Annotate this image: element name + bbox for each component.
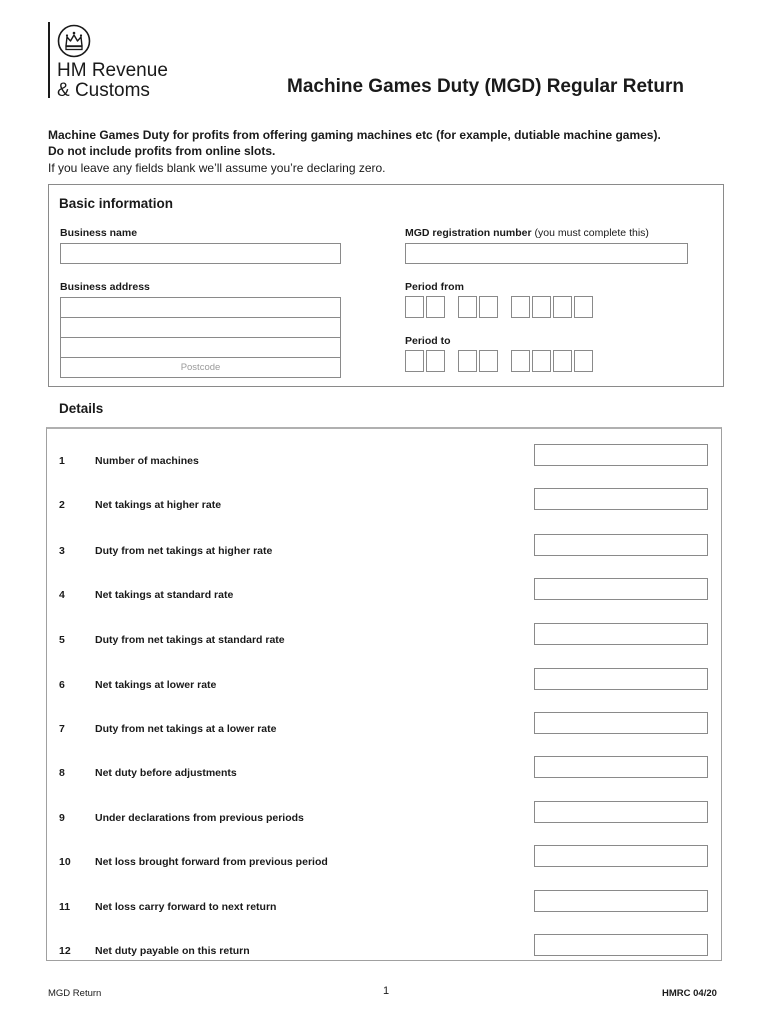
- business-name-field[interactable]: [60, 243, 341, 264]
- period-from-day-2[interactable]: [426, 296, 445, 318]
- mgd-registration-field[interactable]: [405, 243, 688, 264]
- period-from-year-4[interactable]: [574, 296, 593, 318]
- row-number: 9: [59, 812, 65, 824]
- row-number: 4: [59, 589, 65, 601]
- period-from-label: Period from: [405, 281, 464, 293]
- row-label: Duty from net takings at standard rate: [95, 634, 285, 646]
- period-to-year-4[interactable]: [574, 350, 593, 372]
- business-name-label: Business name: [60, 227, 138, 239]
- row-number: 1: [59, 455, 65, 467]
- period-to-year-1[interactable]: [511, 350, 530, 372]
- period-to-label: Period to: [405, 335, 451, 347]
- row-label: Duty from net takings at higher rate: [95, 545, 273, 557]
- row-number: 12: [59, 945, 71, 957]
- row-number: 2: [59, 499, 65, 511]
- under-declarations-field[interactable]: [534, 801, 708, 823]
- net-takings-higher-rate-field[interactable]: [534, 488, 708, 510]
- mgd-registration-hint: (you must complete this): [534, 227, 649, 239]
- logo-rule: [48, 22, 50, 98]
- address-line-1-field[interactable]: [60, 297, 341, 318]
- row-number: 8: [59, 767, 65, 779]
- row-label: Net takings at higher rate: [95, 499, 222, 511]
- net-loss-carry-forward-field[interactable]: [534, 890, 708, 912]
- row-label: Net duty before adjustments: [95, 767, 237, 779]
- row-label: Duty from net takings at a lower rate: [95, 723, 277, 735]
- address-line-3-field[interactable]: [60, 337, 341, 358]
- row-label: Net duty payable on this return: [95, 945, 250, 957]
- row-number: 3: [59, 545, 65, 557]
- net-duty-before-adjustments-field[interactable]: [534, 756, 708, 778]
- row-number: 7: [59, 723, 65, 735]
- net-duty-payable-field[interactable]: [534, 934, 708, 956]
- period-to-year-2[interactable]: [532, 350, 551, 372]
- net-takings-lower-rate-field[interactable]: [534, 668, 708, 690]
- period-from-year-1[interactable]: [511, 296, 530, 318]
- intro-line-1: Machine Games Duty for profits from offering gaming machines etc (for example, dutiable machine games).: [48, 128, 661, 142]
- duty-lower-rate-field[interactable]: [534, 712, 708, 734]
- org-name-line1: HM Revenue: [57, 60, 168, 81]
- postcode-placeholder: Postcode: [180, 362, 221, 373]
- period-to-day-2[interactable]: [426, 350, 445, 372]
- row-label: Net takings at lower rate: [95, 679, 217, 691]
- duty-higher-rate-field[interactable]: [534, 534, 708, 556]
- period-from-month-1[interactable]: [458, 296, 477, 318]
- row-label: Number of machines: [95, 455, 199, 467]
- period-to-day-1[interactable]: [405, 350, 424, 372]
- net-loss-brought-forward-field[interactable]: [534, 845, 708, 867]
- org-name-line2: & Customs: [57, 80, 150, 101]
- royal-crest-icon: [57, 24, 91, 58]
- row-number: 11: [59, 901, 71, 913]
- row-label: Net loss carry forward to next return: [95, 901, 277, 913]
- intro-line-3: If you leave any fields blank we’ll assume you’re declaring zero.: [48, 161, 386, 175]
- postcode-field[interactable]: [60, 357, 341, 378]
- row-number: 6: [59, 679, 65, 691]
- row-label: Net loss brought forward from previous period: [95, 856, 328, 868]
- period-to-year-3[interactable]: [553, 350, 572, 372]
- period-to-month-1[interactable]: [458, 350, 477, 372]
- period-from-month-2[interactable]: [479, 296, 498, 318]
- number-of-machines-field[interactable]: [534, 444, 708, 466]
- period-from-year-3[interactable]: [553, 296, 572, 318]
- address-line-2-field[interactable]: [60, 317, 341, 338]
- period-to-month-2[interactable]: [479, 350, 498, 372]
- mgd-registration-label: [405, 227, 649, 239]
- row-label: Net takings at standard rate: [95, 589, 234, 601]
- page-title: Machine Games Duty (MGD) Regular Return: [287, 76, 684, 97]
- page-number: 1: [383, 985, 390, 997]
- period-from-day-1[interactable]: [405, 296, 424, 318]
- row-number: 5: [59, 634, 65, 646]
- row-label: Under declarations from previous periods: [95, 812, 304, 824]
- period-from-year-2[interactable]: [532, 296, 551, 318]
- details-heading: Details: [59, 401, 104, 416]
- business-address-label: Business address: [60, 281, 150, 293]
- basic-information-heading: Basic information: [59, 196, 174, 211]
- footer-form-code: HMRC 04/20: [662, 988, 717, 999]
- row-number: 10: [59, 856, 71, 868]
- mgd-registration-label-text: MGD registration number: [405, 227, 532, 239]
- intro-line-2: Do not include profits from online slots.: [48, 144, 276, 158]
- footer-form-name: MGD Return: [48, 988, 102, 999]
- duty-standard-rate-field[interactable]: [534, 623, 708, 645]
- net-takings-standard-rate-field[interactable]: [534, 578, 708, 600]
